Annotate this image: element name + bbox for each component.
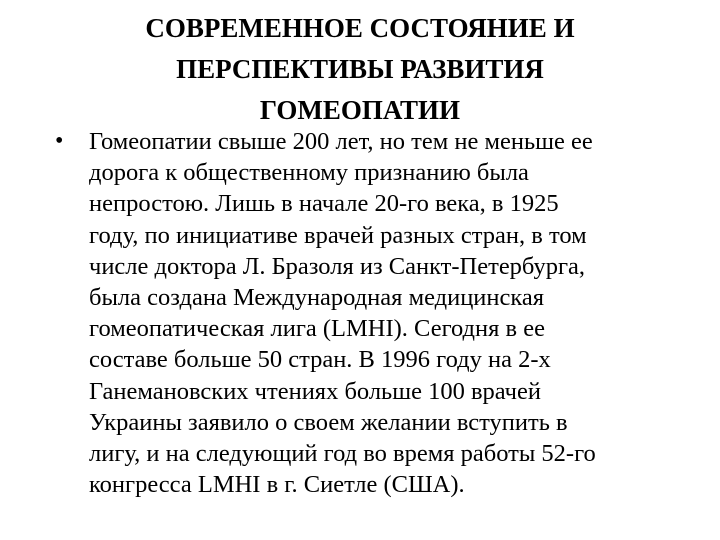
title-line: ГОМЕОПАТИИ: [259, 95, 461, 125]
paragraph-line: числе доктора Л. Бразоля из Санкт-Петербурга,: [89, 252, 586, 280]
bullet-list: [55, 126, 695, 500]
title-line: СОВРЕМЕННОЕ СОСТОЯНИЕ И: [145, 13, 575, 43]
paragraph-line: конгресса LMHI в г. Сиетле (США).: [89, 471, 465, 499]
paragraph-line: Украины заявило о своем желании вступить в: [89, 408, 568, 436]
paragraph-line: была создана Международная медицинская: [89, 284, 545, 312]
paragraph-line: составе больше 50 стран. В 1996 году на 2-х: [89, 346, 551, 374]
paragraph-line: дорога к общественному признанию была: [89, 159, 529, 187]
paragraph-line: Гомеопатии свыше 200 лет, но тем не меньше ее: [89, 128, 593, 155]
bullet-text: [89, 126, 695, 500]
slide-title: [60, 8, 660, 131]
paragraph-line: лигу, и на следующий год во время работы 52-го: [89, 440, 596, 468]
bullet-item: [55, 126, 695, 500]
paragraph-line: году, по инициативе врачей разных стран, в том: [89, 221, 587, 249]
bullet-icon: •: [55, 128, 64, 154]
paragraph-line: Ганемановских чтениях больше 100 врачей: [89, 377, 541, 405]
title-line: ПЕРСПЕКТИВЫ РАЗВИТИЯ: [176, 54, 544, 84]
paragraph-line: гомеопатическая лига (LMHI). Сегодня в ее: [89, 315, 545, 343]
paragraph-line: непростою. Лишь в начале 20-го века, в 1925: [89, 190, 559, 218]
